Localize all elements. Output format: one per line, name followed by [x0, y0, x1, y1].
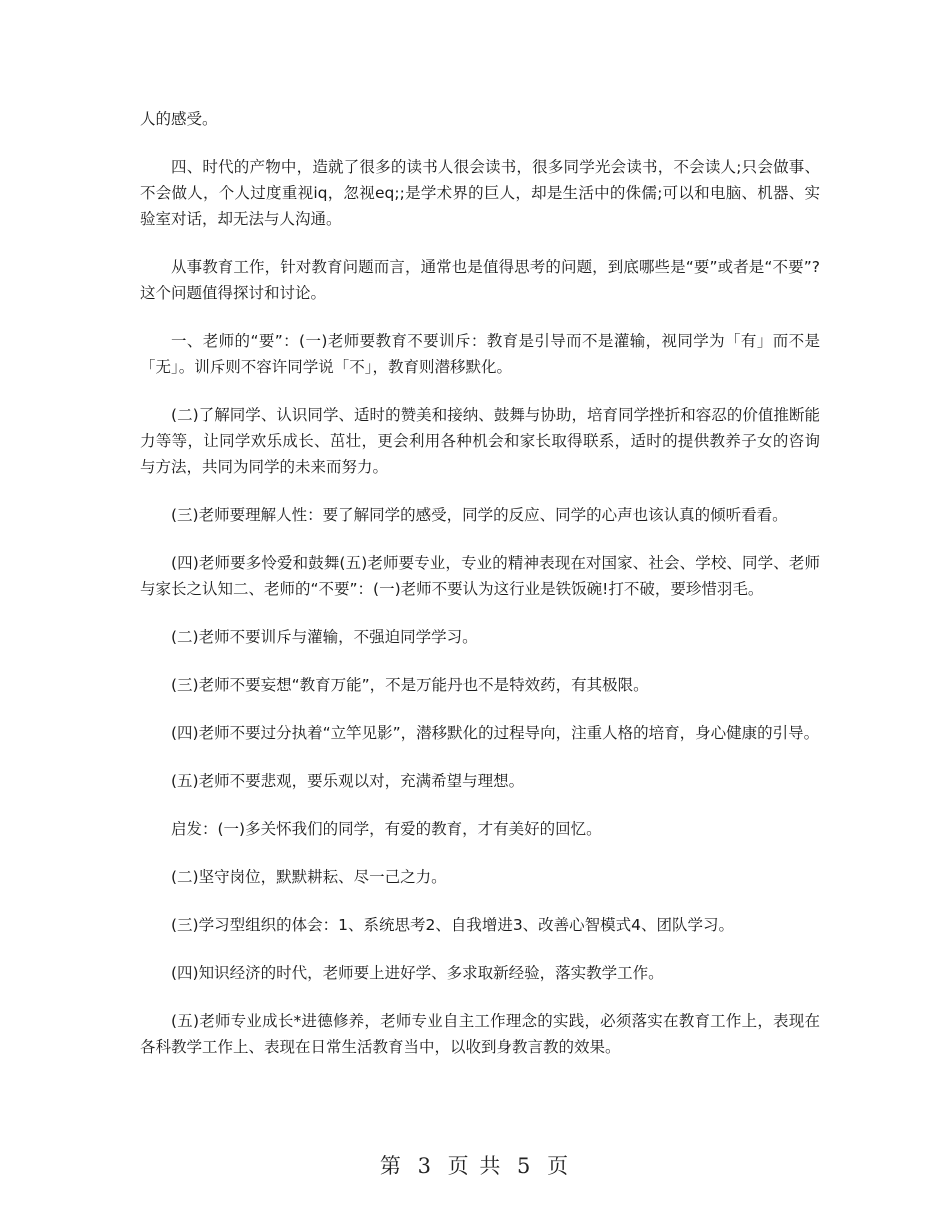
document-body	[140, 106, 820, 1082]
paragraph: 人的感受。	[140, 110, 218, 128]
paragraph: (三)老师要理解人性：要了解同学的感受，同学的反应、同学的心声也该认真的倾听看看。	[171, 506, 788, 524]
paragraph: (三)老师不要妄想“教育万能”，不是万能丹也不是特效药，有其极限。	[171, 676, 649, 694]
paragraph: 四、时代的产物中，造就了很多的读书人很会读书，很多同学光会读书，不会读人;只会做事、不会做人，个人过度重视iq，忽视eq;;是学术界的巨人，却是生活中的侏儒;可以和电脑、机器、实验室对话，却无法与人沟通。	[140, 158, 820, 228]
paragraph: 一、老师的“要”：(一)老师要教育不要训斥：教育是引导而不是灌输，视同学为「有」而不是「无」。训斥则不容许同学说「不」，教育则潜移默化。	[140, 332, 820, 376]
footer-suffix: 页	[547, 1154, 571, 1178]
paragraph: 启发：(一)多关怀我们的同学，有爱的教育，才有美好的回忆。	[171, 820, 602, 838]
paragraph: (三)学习型组织的体会：1、系统思考2、自我增进3、改善心智模式4、团队学习。	[171, 916, 735, 934]
page-number-footer	[0, 1150, 950, 1180]
paragraph: (五)老师不要悲观，要乐观以对，充满希望与理想。	[171, 772, 525, 790]
paragraph: (二)老师不要训斥与灌输，不强迫同学学习。	[171, 628, 478, 646]
paragraph: (二)坚守岗位，默默耕耘、尽一己之力。	[171, 868, 447, 886]
footer-prefix: 第	[379, 1154, 403, 1178]
footer-middle: 页 共	[447, 1154, 503, 1178]
paragraph: (五)老师专业成长*进德修养，老师专业自主工作理念的实践，必须落实在教育工作上，表现在各科教学工作上、表现在日常生活教育当中，以收到身教言教的效果。	[140, 1012, 820, 1056]
current-page-number: 3	[417, 1154, 433, 1178]
paragraph: (四)知识经济的时代，老师要上进好学、多求取新经验，落实教学工作。	[171, 964, 664, 982]
paragraph: (二)了解同学、认识同学、适时的赞美和接纳、鼓舞与协助，培育同学挫折和容忍的价值推断能力等等，让同学欢乐成长、茁壮，更会利用各种机会和家长取得联系，适时的提供教养子女的咨询与方法，共同为同学的未来而努力。	[140, 406, 820, 476]
paragraph: (四)老师要多怜爱和鼓舞(五)老师要专业，专业的精神表现在对国家、社会、学校、同学、老师与家长之认知二、老师的“不要”：(一)老师不要认为这行业是铁饭碗!打不破，要珍惜羽毛。	[140, 554, 820, 598]
total-page-count: 5	[517, 1154, 533, 1178]
paragraph: 从事教育工作，针对教育问题而言，通常也是值得思考的问题，到底哪些是“要”或者是“不要”?这个问题值得探讨和讨论。	[140, 258, 820, 302]
paragraph: (四)老师不要过分执着“立竿见影”，潜移默化的过程导向，注重人格的培育，身心健康的引导。	[171, 724, 820, 742]
